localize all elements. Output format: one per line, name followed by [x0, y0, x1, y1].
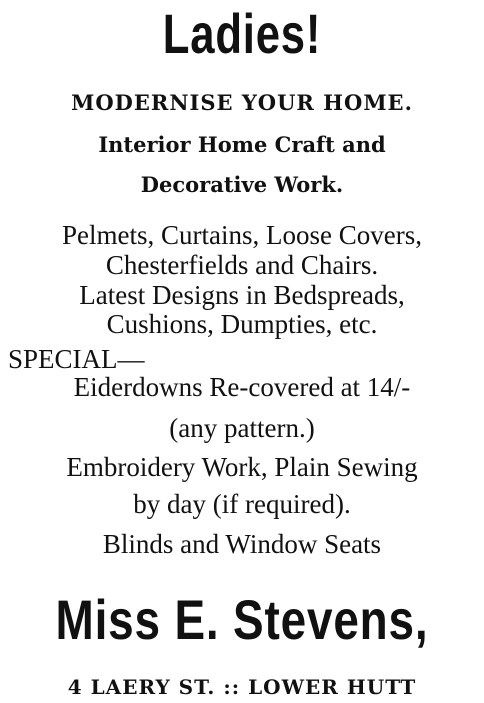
- special-line: Eiderdowns Re-covered at 14/-: [73, 372, 411, 402]
- special-line: Blinds and Window Seats: [102, 529, 382, 559]
- service-line: Latest Designs in Bedspreads,: [79, 280, 405, 310]
- proprietor-name: Miss E. Stevens,: [55, 588, 429, 651]
- special-heading: SPECIAL—: [8, 344, 145, 374]
- subheading-decorative-work: Decorative Work.: [140, 172, 344, 197]
- address: 4 LAERY ST. :: LOWER HUTT: [67, 675, 417, 699]
- service-line: Cushions, Dumpties, etc.: [106, 309, 378, 339]
- service-line: Pelmets, Curtains, Loose Covers,: [62, 220, 422, 250]
- subheading-interior-craft: Interior Home Craft and: [98, 132, 386, 157]
- special-line: Embroidery Work, Plain Sewing: [66, 452, 418, 482]
- subheading-modernise: MODERNISE YOUR HOME.: [71, 90, 413, 115]
- special-line: (any pattern.): [169, 413, 315, 443]
- headline: Ladies!: [162, 2, 322, 65]
- special-line: by day (if required).: [133, 489, 351, 519]
- service-line: Chesterfields and Chairs.: [105, 250, 379, 280]
